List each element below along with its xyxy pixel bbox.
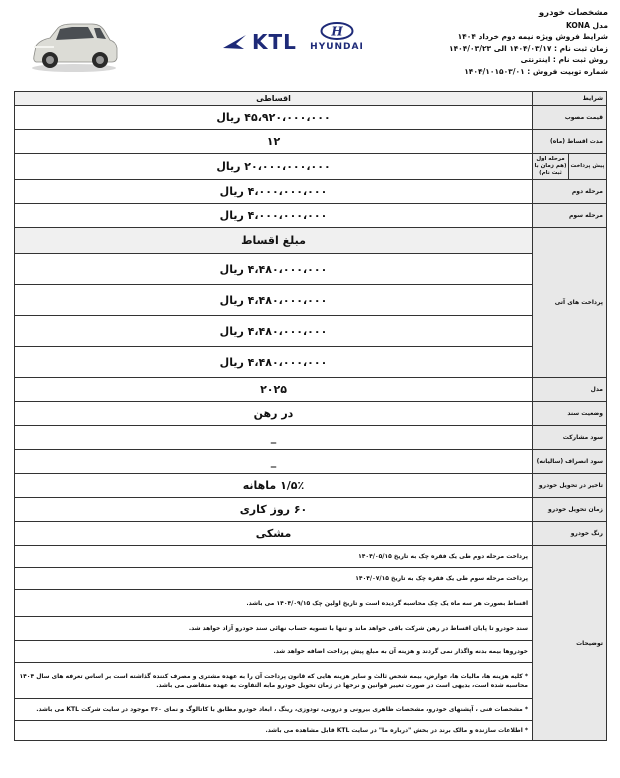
hyundai-logo <box>306 22 368 52</box>
row-value: _ <box>15 426 533 450</box>
specs-table <box>14 91 607 741</box>
model-line: مدل KONA <box>565 20 608 30</box>
note-line: * اطلاعات سازنده و مالک برند در بخش "درباره ما" در سایت KTL قابل مشاهده می باشد. <box>15 721 533 741</box>
document-header <box>0 0 620 90</box>
table-row <box>15 522 607 546</box>
table-row <box>15 546 607 568</box>
table-row <box>15 617 607 641</box>
registration-time: زمان ثبت نام : ۱۴۰۴/۰۳/۱۷ الی ۱۴۰۴/۰۳/۲۳ <box>449 43 608 53</box>
row-label: زمان تحویل خودرو <box>533 498 607 522</box>
row-label <box>533 154 569 180</box>
note-line: اقساط بصورت هر سه ماه یک چک محاسبه گردیده است و تاریخ اولین چک ۱۴۰۴/۰۹/۱۵ می باشد. <box>15 590 533 617</box>
table-row <box>15 498 607 522</box>
row-value: ۴،۰۰۰،۰۰۰،۰۰۰ ریال <box>15 180 533 204</box>
row-label: وضعیت سند <box>533 402 607 426</box>
table-row <box>15 154 607 180</box>
table-row <box>15 590 607 617</box>
row-label: مدل <box>533 378 607 402</box>
row-value: ۱۲ <box>15 130 533 154</box>
installment-value: ۴،۴۸۰،۰۰۰،۰۰۰ ریال <box>15 285 533 316</box>
table-row <box>15 204 607 228</box>
note-line: سند خودرو تا پایان اقساط در رهن شرکت باقی خواهد ماند و تنها با تسویه حساب نهائی سند خودرو آزاد خواهد شد. <box>15 617 533 641</box>
table-row <box>15 402 607 426</box>
row-value: _ <box>15 450 533 474</box>
table-row <box>15 254 607 285</box>
table-row <box>15 92 607 106</box>
table-row <box>15 721 607 741</box>
row-value: ۴،۰۰۰،۰۰۰،۰۰۰ ریال <box>15 204 533 228</box>
row-label: مرحله دوم <box>533 180 607 204</box>
row-label: مدت اقساط (ماه) <box>533 130 607 154</box>
ktl-mark-icon <box>222 33 248 51</box>
ktl-logo <box>222 30 297 54</box>
note-line: * مشخصات فنی ، آپشنهای خودرو، مشخصات ظاهری بیرونی و درونی، تودوزی، رینگ ، ابعاد خودرو مطابق با کاتالوگ و نمای ۳۶۰ موجود در سایت شرکت KTL می باشد. <box>15 699 533 721</box>
prepayment-label: پیش پرداخت <box>569 154 607 180</box>
row-value: ۲۰۲۵ <box>15 378 533 402</box>
row-value: ۴۵،۹۲۰،۰۰۰،۰۰۰ ریال <box>15 106 533 130</box>
row-label: تاخیر در تحویل خودرو <box>533 474 607 498</box>
note-line: پرداخت مرحله سوم طی یک فقره چک به تاریخ ۱۴۰۴/۰۷/۱۵ <box>15 568 533 590</box>
table-row <box>15 347 607 378</box>
sale-conditions: شرایط فروش ویژه نیمه دوم خرداد ۱۴۰۴ <box>457 32 608 41</box>
note-line: خودروها بیمه بدنه واگذار نمی گردند و هزینه آن به مبلغ پیش پرداخت اضافه خواهد شد. <box>15 641 533 663</box>
row-value: ۱/۵٪ ماهانه <box>15 474 533 498</box>
table-row <box>15 106 607 130</box>
row-label: رنگ خودرو <box>533 522 607 546</box>
installment-value: ۴،۴۸۰،۰۰۰،۰۰۰ ریال <box>15 254 533 285</box>
note-line: پرداخت مرحله دوم طی یک فقره چک به تاریخ ۱۴۰۴/۰۵/۱۵ <box>15 546 533 568</box>
installment-value: ۴،۴۸۰،۰۰۰،۰۰۰ ریال <box>15 347 533 378</box>
table-row <box>15 228 607 254</box>
stage1-sublabel: (هم زمان با ثبت نام) <box>534 163 567 176</box>
table-row <box>15 316 607 347</box>
row-value: مشکی <box>15 522 533 546</box>
row-label: شرایط <box>533 92 607 106</box>
table-row <box>15 378 607 402</box>
row-value: در رهن <box>15 402 533 426</box>
installment-value: ۴،۴۸۰،۰۰۰،۰۰۰ ریال <box>15 316 533 347</box>
doc-title: مشخصات خودرو <box>538 8 608 18</box>
table-row <box>15 285 607 316</box>
circular-number: شماره توبیت فروش : ۱۴۰۴/۱۰۱۵۰۳/۰۱ <box>464 66 608 76</box>
note-line: * کلیه هزینه ها، مالیات ها، عوارض، بیمه شخص ثالث و سایر هزینه هایی که قانون پرداخت آن را به عهده مشتری و مصرف کننده گذاشته است بر اساس تعرفه های سال ۱۴۰۴ محاسبه شده است، بدیهی است در صورت تغییر قوانین و نرخها در زمان تحویل خودرو مابه التفاوت به عهده متقاضی می باشد. <box>15 663 533 699</box>
row-label: قیمت مصوب <box>533 106 607 130</box>
row-value: ۲۰،۰۰۰،۰۰۰،۰۰۰ ریال <box>15 154 533 180</box>
row-label: سود مشارکت <box>533 426 607 450</box>
row-value: اقساطی <box>15 92 533 106</box>
table-row <box>15 699 607 721</box>
header-info <box>428 8 608 77</box>
row-label: توضیحات <box>533 546 607 741</box>
stage1-label: مرحله اول <box>536 156 565 162</box>
row-value: ۶۰ روز کاری <box>15 498 533 522</box>
ktl-brand-text: KTL <box>252 30 297 54</box>
table-row <box>15 568 607 590</box>
table-row <box>15 180 607 204</box>
table-row <box>15 641 607 663</box>
table-row <box>15 130 607 154</box>
table-row <box>15 426 607 450</box>
installment-header: مبلغ اقساط <box>15 228 533 254</box>
row-label: سود انصراف (سالیانه) <box>533 450 607 474</box>
table-row <box>15 474 607 498</box>
row-label: مرحله سوم <box>533 204 607 228</box>
hyundai-emblem-icon <box>320 22 354 40</box>
car-image <box>28 12 120 74</box>
table-row <box>15 663 607 699</box>
registration-method: روش ثبت نام : اینترنتی <box>520 55 608 64</box>
svg-text:H: H <box>331 24 343 39</box>
row-label: پرداخت های آتی <box>533 228 607 378</box>
table-row <box>15 450 607 474</box>
hyundai-brand-text: HYUNDAI <box>310 42 364 52</box>
